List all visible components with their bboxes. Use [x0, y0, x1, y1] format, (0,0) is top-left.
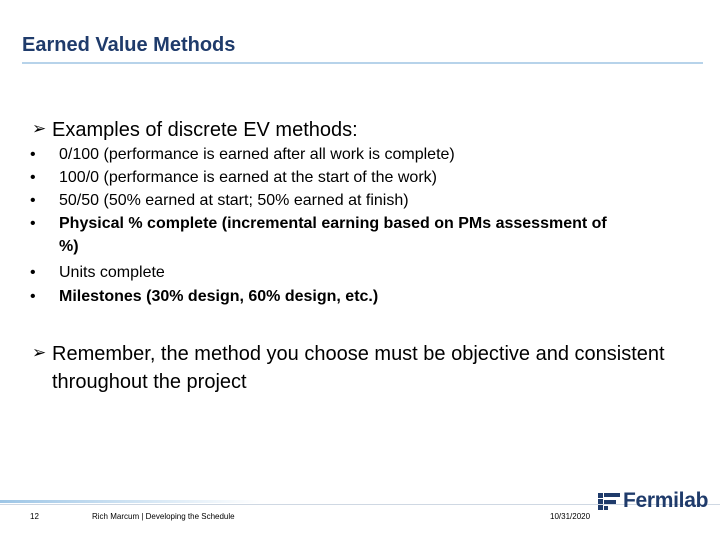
arrow-bullet-icon: ➢: [32, 119, 47, 138]
footer-accent: [0, 500, 260, 503]
fermilab-logo: [598, 489, 708, 513]
bullet-milestones: [30, 285, 659, 308]
page-number: 12: [30, 512, 39, 521]
bullet-text: Units complete: [59, 264, 165, 281]
bullet-dot-icon: •: [30, 146, 36, 163]
bullet-physical-complete: [30, 212, 619, 258]
fermilab-logo-text: Fermilab: [623, 489, 709, 512]
bullet-dot-icon: •: [30, 215, 36, 232]
arrow-bullet-icon: ➢: [32, 343, 47, 362]
bullet-text: Milestones (30% design, 60% design, etc.): [59, 288, 379, 305]
point-examples: [32, 116, 358, 144]
bullet-text: 50/50 (50% earned at start; 50% earned at finish): [59, 192, 409, 209]
bullet-text: Physical % complete (incremental earning based on PMs assessment of %): [59, 215, 607, 255]
bullet-dot-icon: •: [30, 264, 36, 281]
bullet-0-100: [30, 143, 659, 166]
point-remember-text: Remember, the method you choose must be objective and consistent throughout the project: [52, 343, 665, 393]
bullet-dot-icon: •: [30, 288, 36, 305]
bullet-50-50: [30, 189, 659, 212]
bullet-100-0: [30, 166, 659, 189]
footer-date: 10/31/2020: [550, 512, 591, 521]
slide-title: Earned Value Methods: [22, 34, 236, 56]
title-rule: [22, 62, 703, 64]
bullet-units-complete: [30, 261, 659, 284]
footer-author-title: Rich Marcum | Developing the Schedule: [92, 512, 235, 521]
fermilab-logo-icon: [598, 490, 620, 512]
bullet-dot-icon: •: [30, 169, 36, 186]
bullet-dot-icon: •: [30, 192, 36, 209]
point-examples-text: Examples of discrete EV methods:: [52, 119, 358, 141]
bullet-text: 0/100 (performance is earned after all work is complete): [59, 146, 455, 163]
point-remember: [32, 340, 692, 396]
bullet-text: 100/0 (performance is earned at the start of the work): [59, 169, 437, 186]
